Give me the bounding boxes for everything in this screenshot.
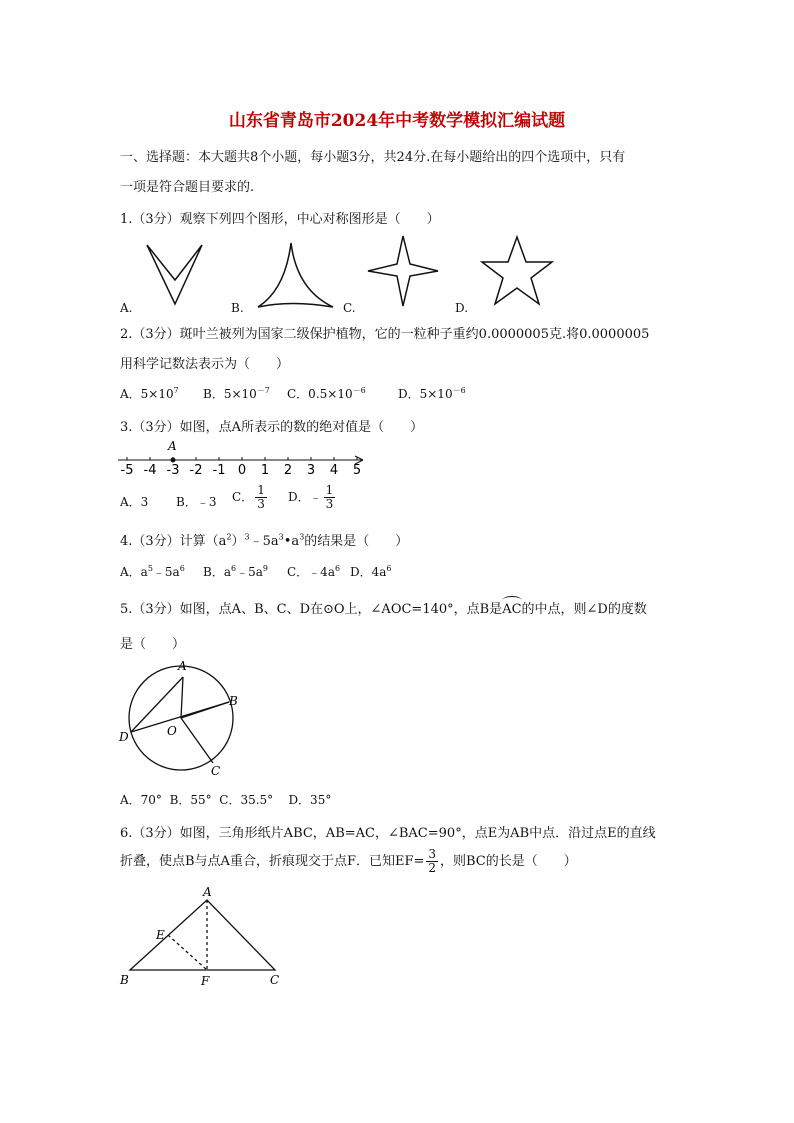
q4-option-b: B．$a^6﹣5a^9$ (203, 564, 268, 579)
q4-option-c: C．$﹣4a^6$ (287, 564, 341, 579)
q3-option-d: D．﹣ $\frac{1}{3}$ (288, 483, 334, 511)
q5-label-a: A (178, 659, 187, 673)
q3-tick-label: -5 (120, 463, 134, 478)
q3-tick-label: -3 (166, 463, 180, 478)
q3-point-a (171, 458, 176, 463)
q4-option-d: D．$4a^6$ (350, 564, 392, 579)
q2-option-a: A．$5\times 10^7$ (120, 386, 179, 401)
q5-arc-ac: AC (502, 602, 521, 617)
q6-label-b: B (120, 973, 129, 987)
q3-stem: 3.（3分）如图，点A所表示的数的绝对值是（ ） (120, 420, 424, 435)
section-instructions-line2: 一项是符合题目要求的. (120, 180, 255, 195)
q1-option-c: C. (343, 301, 356, 315)
q2-stem-line2: 用科学记数法表示为（ ） (120, 357, 290, 372)
q5-label-o: O (167, 724, 177, 738)
q5-stem-line1: 5.（3分）如图，点A、B、C、D在⊙O上，∠AOC=140°，点B是 AC的中点，则∠D的度数 (120, 598, 647, 617)
q6-stem-line2: 折叠，使点B与点A重合，折痕现交于点F．已知EF= $\frac{3}{2}$ ，则BC的长是（ ） (120, 847, 577, 875)
q3-tick-label: -1 (212, 463, 226, 478)
q1-figure-b (255, 240, 335, 310)
q6-stem-line1: 6.（3分）如图，三角形纸片ABC，AB=AC，∠BAC=90°，点E为AB中点．沿过点E的直线 (120, 826, 656, 841)
q6-label-a: A (203, 885, 212, 899)
q2-option-d: D．$5\times 10^{-6}$ (398, 386, 466, 401)
q1-figure-c (366, 234, 438, 308)
q3-option-a: A．3 (120, 495, 149, 509)
q5-label-b: B (229, 694, 238, 708)
q5-label-d: D (119, 730, 129, 744)
q4-option-a: A．$a^5﹣5a^6$ (120, 564, 185, 579)
q2-option-c: C．$0.5\times 10^{-6}$ (287, 386, 366, 401)
q3-tick-label: 3 (306, 463, 316, 478)
q4-stem: 4.（3分）计算$(a^2)^3﹣5a^3•a^3$的结果是（ ） (120, 532, 409, 549)
q5-options: A．70° B．55° C．35.5° D．35° (120, 793, 332, 807)
q3-option-c-fraction: $\frac{1}{3}$ (257, 483, 265, 511)
q3-tick-label: 1 (260, 463, 270, 478)
q3-point-a-label: A (168, 439, 177, 453)
q1-option-a: A. (120, 301, 133, 315)
q6-label-c: C (270, 973, 280, 987)
q6-label-e: E (156, 928, 165, 942)
page-title: 山东省青岛市2024年中考数学模拟汇编试题 (228, 111, 566, 131)
q2-option-b: B．$5\times 10^{-7}$ (203, 386, 270, 401)
q2-stem-line1: 2.（3分）斑叶兰被列为国家二级保护植物，它的一粒种子重约0.0000005克.将0.0000005 (120, 327, 650, 342)
q3-option-d-fraction: $\frac{1}{3}$ (325, 483, 334, 511)
q5-circle-figure (115, 657, 245, 782)
q3-tick-label: 2 (283, 463, 293, 478)
q1-option-b: B. (231, 301, 244, 315)
q6-label-f: F (201, 974, 210, 988)
q1-option-d: D. (455, 301, 469, 315)
q3-number-line (115, 438, 375, 478)
q5-stem-line2: 是（ ） (120, 637, 186, 652)
section-instructions-line1: 一、选择题：本大题共8个小题，每小题3分，共24分.在每小题给出的四个选项中，只有 (120, 150, 626, 165)
q3-tick-label: 4 (329, 463, 339, 478)
q3-tick-label: 5 (352, 463, 362, 478)
q5-label-c: C (211, 764, 221, 778)
q3-tick-label: -2 (189, 463, 203, 478)
q3-tick-label: 0 (237, 463, 247, 478)
q3-option-c: C． $\frac{1}{3}$ (232, 483, 265, 511)
q3-tick-label: -4 (143, 463, 157, 478)
q6-triangle-figure (115, 885, 290, 990)
q1-figure-a (140, 240, 210, 310)
q3-option-b: B．﹣3 (176, 495, 217, 509)
q6-ef-fraction: $\frac{3}{2}$ (428, 847, 437, 875)
q1-stem: 1.（3分）观察下列四个图形，中心对称图形是（ ） (120, 212, 440, 227)
q1-figure-d (480, 235, 554, 307)
